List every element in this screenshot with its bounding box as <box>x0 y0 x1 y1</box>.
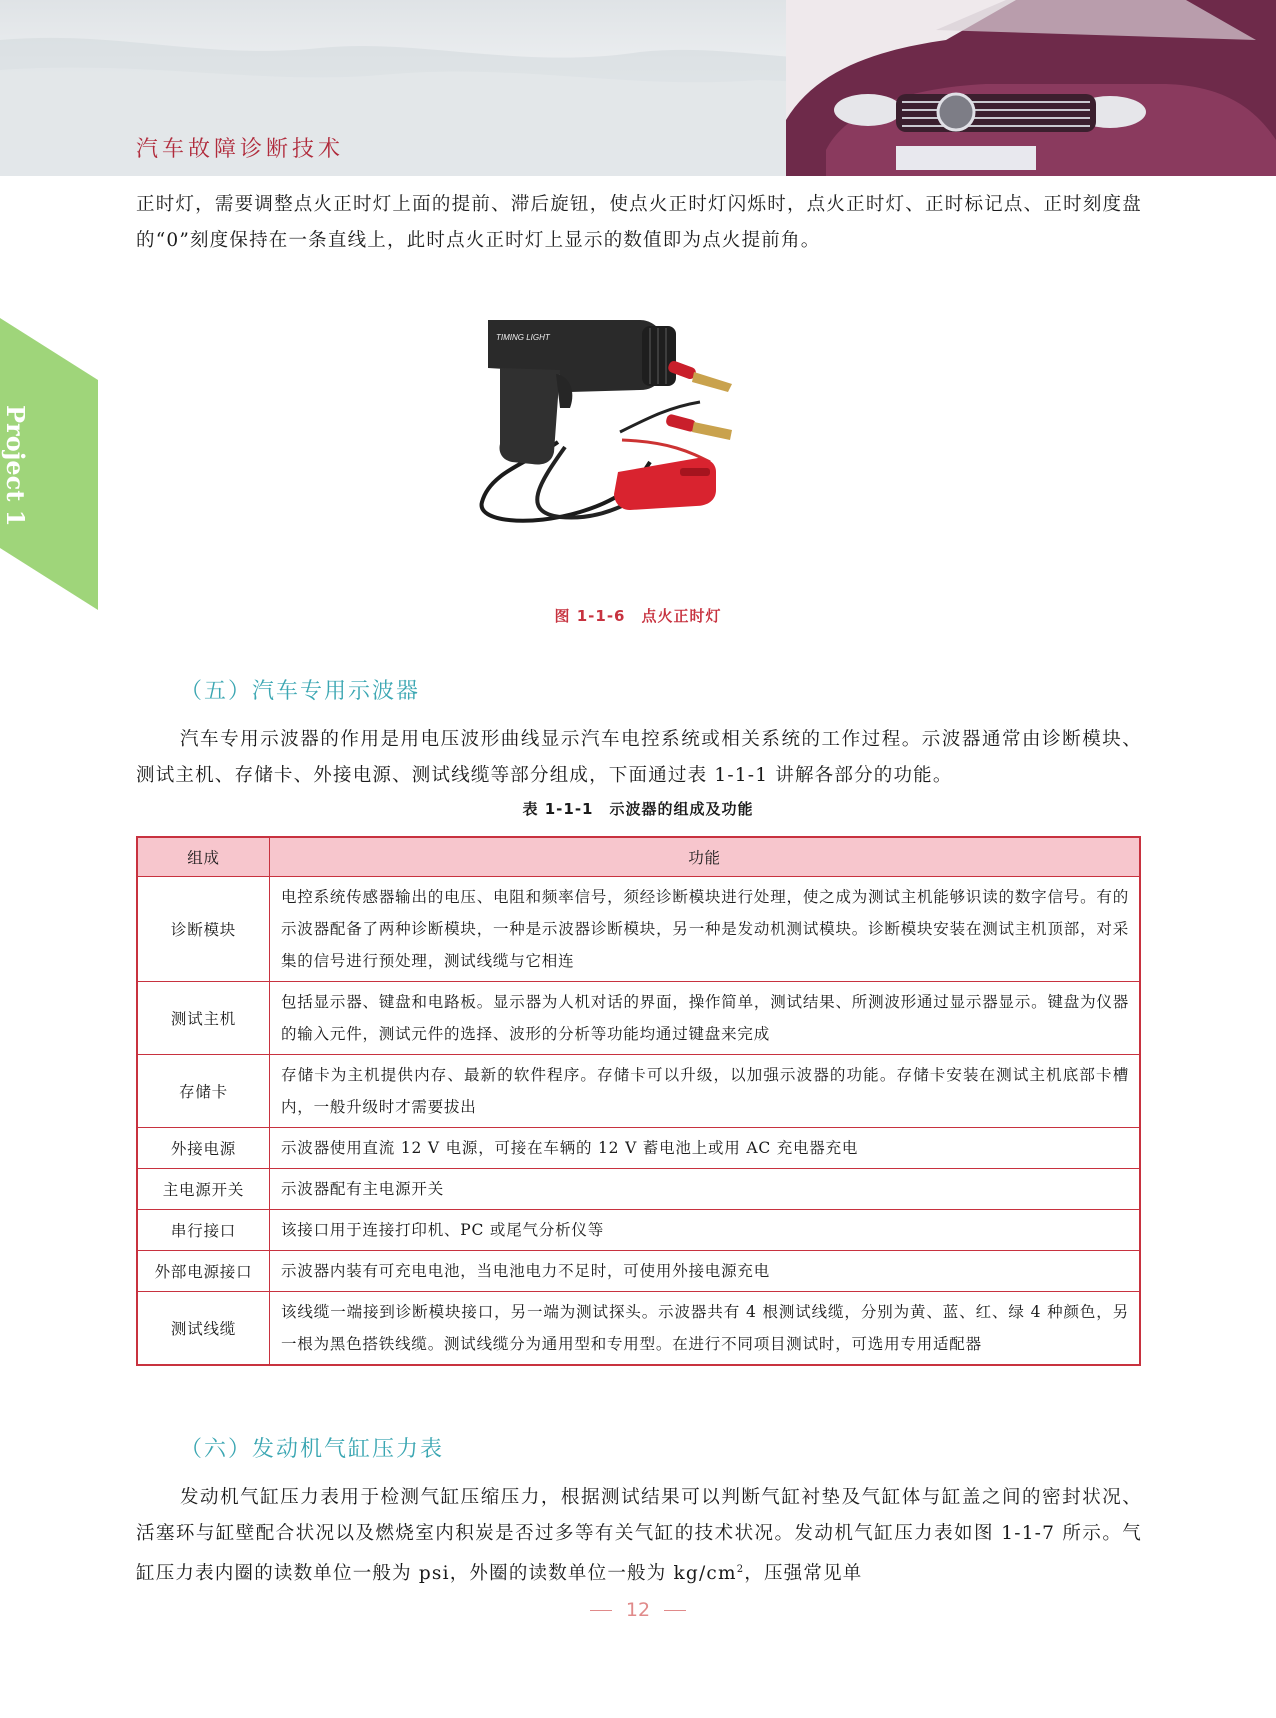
section6-paragraph <box>136 1480 1142 1592</box>
footer-left-dash <box>590 1610 612 1611</box>
column-header-component: 组成 <box>137 837 270 877</box>
car-image <box>786 0 1276 176</box>
table-cell-desc: 示波器内装有可充电电池，当电池电力不足时，可使用外接电源充电 <box>270 1251 1141 1292</box>
section-heading-compression-gauge: （六）发动机气缸压力表 <box>180 1437 445 1462</box>
table-header-row <box>137 837 1140 877</box>
black-clip <box>665 413 732 440</box>
page-number: 12 <box>625 1599 651 1621</box>
table-cell-name: 测试主机 <box>137 982 270 1055</box>
table-caption: 表 1-1-1 示波器的组成及功能 <box>522 800 754 818</box>
table-row <box>137 1210 1140 1251</box>
column-header-function: 功能 <box>270 837 1141 877</box>
book-title: 汽车故障诊断技术 <box>136 137 345 162</box>
section6-paragraph-main: 发动机气缸压力表用于检测气缸压缩压力，根据测试结果可以判断气缸衬垫及气缸体与缸盖之间的密封状况、活塞环与缸壁配合状况以及燃烧室内积炭是否过多等有关气缸的技术状况。发动机气缸压力表如图 1-1-7 所示。气缸压力表内圈的读数单位一般为 psi，外圈的读数单位一般为 kg/cm <box>136 1487 1142 1585</box>
figure-caption: 图 1-1-6 点火正时灯 <box>554 607 722 625</box>
section6-paragraph-tail: ，压强常见单 <box>744 1563 863 1585</box>
table-cell-desc: 该接口用于连接打印机、PC 或尾气分析仪等 <box>270 1210 1141 1251</box>
table-cell-desc: 存储卡为主机提供内存、最新的软件程序。存储卡可以升级，以加强示波器的功能。存储卡安装在测试主机底部卡槽内，一般升级时才需要拔出 <box>270 1055 1141 1128</box>
table-cell-name: 主电源开关 <box>137 1169 270 1210</box>
table-row <box>137 1251 1140 1292</box>
table-cell-desc: 示波器使用直流 12 V 电源，可接在车辆的 12 V 蓄电池上或用 AC 充电器充电 <box>270 1128 1141 1169</box>
page-header <box>0 0 1276 176</box>
table-cell-name: 外部电源接口 <box>137 1251 270 1292</box>
table-cell-name: 串行接口 <box>137 1210 270 1251</box>
oscilloscope-components-table <box>136 836 1141 1366</box>
table-cell-desc: 示波器配有主电源开关 <box>270 1169 1141 1210</box>
red-clip <box>667 360 732 392</box>
section5-paragraph: 汽车专用示波器的作用是用电压波形曲线显示汽车电控系统或相关系统的工作过程。示波器通常由诊断模块、测试主机、存储卡、外接电源、测试线缆等部分组成，下面通过表 1-1-1 讲解各部分的功能。 <box>136 729 1142 786</box>
superscript-two: 2 <box>736 1564 745 1575</box>
table-row <box>137 1292 1140 1366</box>
table-cell-name: 外接电源 <box>137 1128 270 1169</box>
table-cell-desc: 电控系统传感器输出的电压、电阻和频率信号，须经诊断模块进行处理，使之成为测试主机能够识读的数字信号。有的示波器配备了两种诊断模块，一种是示波器诊断模块，另一种是发动机测试模块。诊断模块安装在测试主机顶部，对采集的信号进行预处理，测试线缆与它相连 <box>270 877 1141 982</box>
section-heading-oscilloscope: （五）汽车专用示波器 <box>180 679 421 704</box>
table-cell-desc: 该线缆一端接到诊断模块接口，另一端为测试探头。示波器共有 4 根测试线缆，分别为黄、蓝、红、绿 4 种颜色，另一根为黑色搭铁线缆。测试线缆分为通用型和专用型。在进行不同项目测试时，可选用专用适配器 <box>270 1292 1141 1366</box>
table-row <box>137 877 1140 982</box>
table-cell-name: 测试线缆 <box>137 1292 270 1366</box>
table-row <box>137 1169 1140 1210</box>
table-row <box>137 1128 1140 1169</box>
side-tab-label: Project 1 <box>1 405 30 527</box>
timing-light-photo <box>470 312 800 547</box>
footer-right-dash <box>664 1610 686 1611</box>
table-cell-name: 诊断模块 <box>137 877 270 982</box>
device-label: TIMING LIGHT <box>496 333 550 342</box>
page-footer <box>0 1599 1276 1621</box>
table-row <box>137 982 1140 1055</box>
table-row <box>137 1055 1140 1128</box>
table-cell-desc: 包括显示器、键盘和电路板。显示器为人机对话的界面，操作简单，测试结果、所测波形通过显示器显示。键盘为仪器的输入元件，测试元件的选择、波形的分析等功能均通过键盘来完成 <box>270 982 1141 1055</box>
intro-paragraph: 正时灯，需要调整点火正时灯上面的提前、滞后旋钮，使点火正时灯闪烁时，点火正时灯、正时标记点、正时刻度盘的“0”刻度保持在一条直线上，此时点火正时灯上显示的数值即为点火提前角。 <box>136 194 1142 251</box>
table-cell-name: 存储卡 <box>137 1055 270 1128</box>
